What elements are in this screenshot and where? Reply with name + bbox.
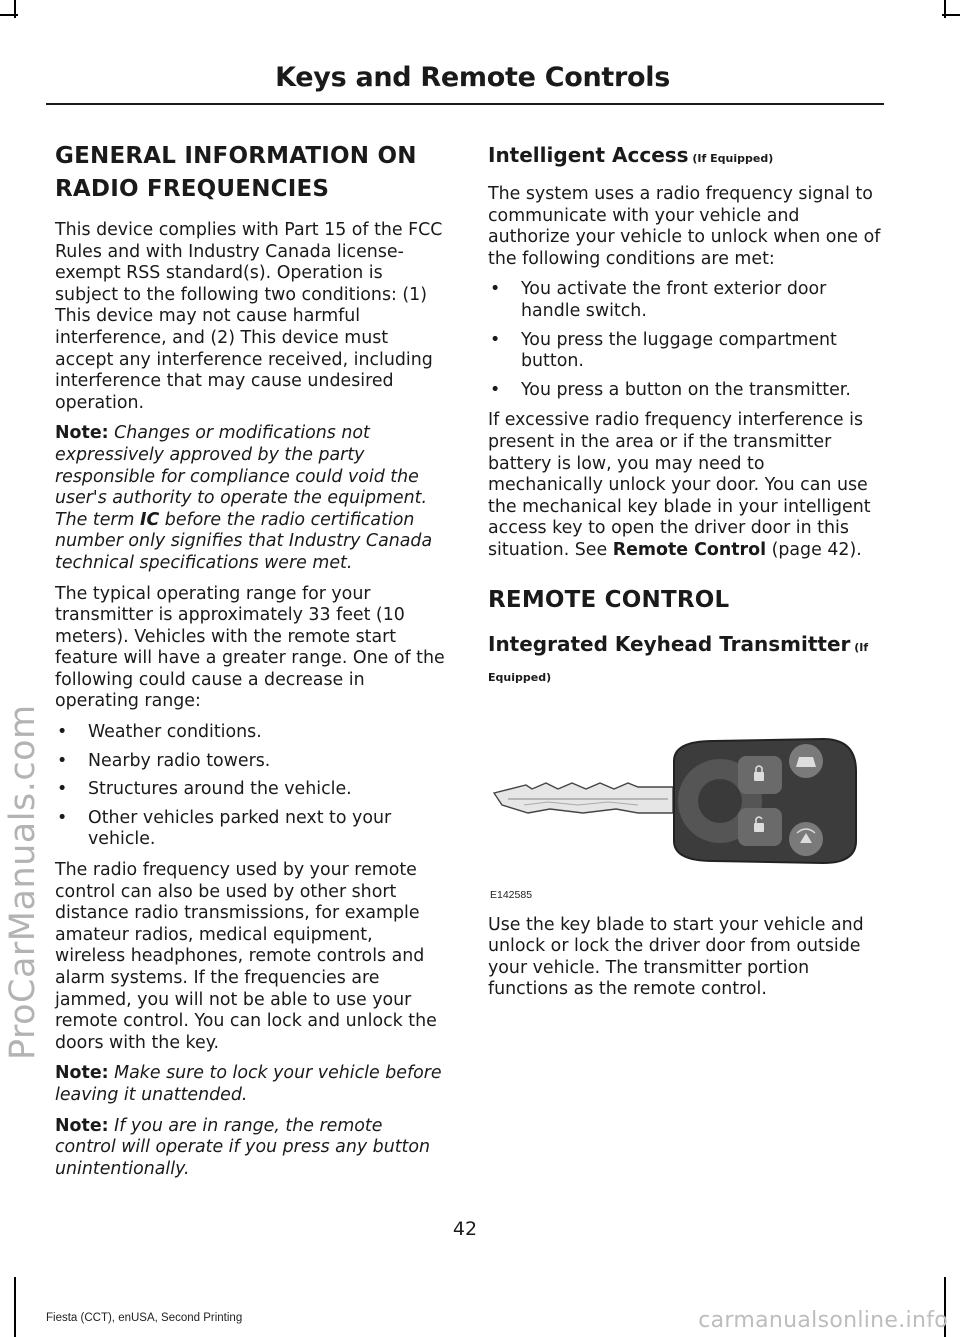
page-number: 42	[452, 1218, 478, 1240]
key-blade-paragraph: Use the key blade to start your vehicle and unlock or lock the driver door from outside your vehicle. The transmitter portion functions as the remote control.	[488, 914, 864, 1000]
side-watermark: ProCarManuals.com	[3, 704, 43, 1060]
note-modifications: Note: Changes or modifications not expressively approved by the party responsible for compliance could void the user's authority to operate the equipment. The term IC before the radio certification number only signifies that Industry Canada technical specifications were met.	[55, 423, 433, 573]
interference-paragraph: If excessive radio frequency interference is present in the area or if the transmitter battery is low, you may need to mechanically unlock your door. You can use the mechanical key blade in your intelligent access key to open the driver door in this situation. See Remote Control (page 42).	[488, 410, 871, 560]
right-column	[488, 140, 881, 1010]
list-item: • Structures around the vehicle.	[57, 779, 352, 800]
footer-edition: Fiesta (CCT), enUSA, Second Printing	[46, 1312, 243, 1324]
figure-label: E142585	[490, 888, 533, 901]
section-heading-radio-frequencies: GENERAL INFORMATION ON RADIO FREQUENCIES	[55, 143, 417, 202]
crop-mark	[14, 1277, 16, 1337]
note-in-range: Note: If you are in range, the remote control will operate if you press any button unintentionally.	[55, 1115, 431, 1179]
frequency-sharing-paragraph: The radio frequency used by your remote control can also be used by other short distance radio transmissions, for example amateur radios, medical equipment, wireless headphones, remote controls and alarm systems. If the frequencies are jammed, you will not be able to use your remote control. You can lock and unlock the doors with the key.	[55, 860, 437, 1053]
key-transmitter-icon	[488, 701, 881, 881]
intelligent-access-heading: Intelligent Access (If Equipped)	[488, 143, 774, 167]
list-item: • Weather conditions.	[57, 722, 262, 743]
list-item: • You press the luggage compartment button.	[490, 329, 837, 372]
fcc-compliance-paragraph: This device complies with Part 15 of the FCC Rules and with Industry Canada license-exempt RSS standard(s). Operation is subject to the following two conditions: (1) This device may not cause harmful interference, and (2) This device must accept any interference received, including interference that may cause undesired operation.	[55, 220, 443, 413]
operating-range-paragraph: The typical operating range for your transmitter is approximately 33 feet (10 meters). Vehicles with the remote start feature will have a greater range. One of the following could cause a decrease in operating range:	[55, 583, 445, 712]
note-lock-vehicle: Note: Make sure to lock your vehicle before leaving it unattended.	[55, 1063, 442, 1105]
integrated-keyhead-heading: Integrated Keyhead Transmitter (If Equipped)	[488, 631, 869, 684]
list-item: • You press a button on the transmitter.	[490, 379, 851, 400]
remote-control-heading: REMOTE CONTROL	[488, 586, 730, 613]
left-column	[55, 140, 448, 1189]
header-rule	[46, 103, 884, 105]
bottom-watermark: carmanualsonline.info	[698, 1308, 948, 1333]
remote-control-link[interactable]: Remote Control	[612, 539, 767, 560]
range-factors-list	[55, 722, 448, 851]
key-transmitter-figure	[488, 701, 881, 901]
intelligent-access-paragraph: The system uses a radio frequency signal to communicate with your vehicle and authorize your vehicle to unlock when one of the following conditions are met:	[488, 184, 881, 269]
list-item: • You activate the front exterior door handle switch.	[490, 279, 827, 321]
list-item: • Nearby radio towers.	[57, 750, 271, 771]
page-header-title: Keys and Remote Controls	[275, 62, 670, 93]
list-item: • Other vehicles parked next to your vehicle.	[57, 807, 392, 850]
unlock-conditions-list	[488, 279, 881, 401]
crop-mark	[0, 14, 18, 16]
crop-mark	[942, 14, 960, 16]
